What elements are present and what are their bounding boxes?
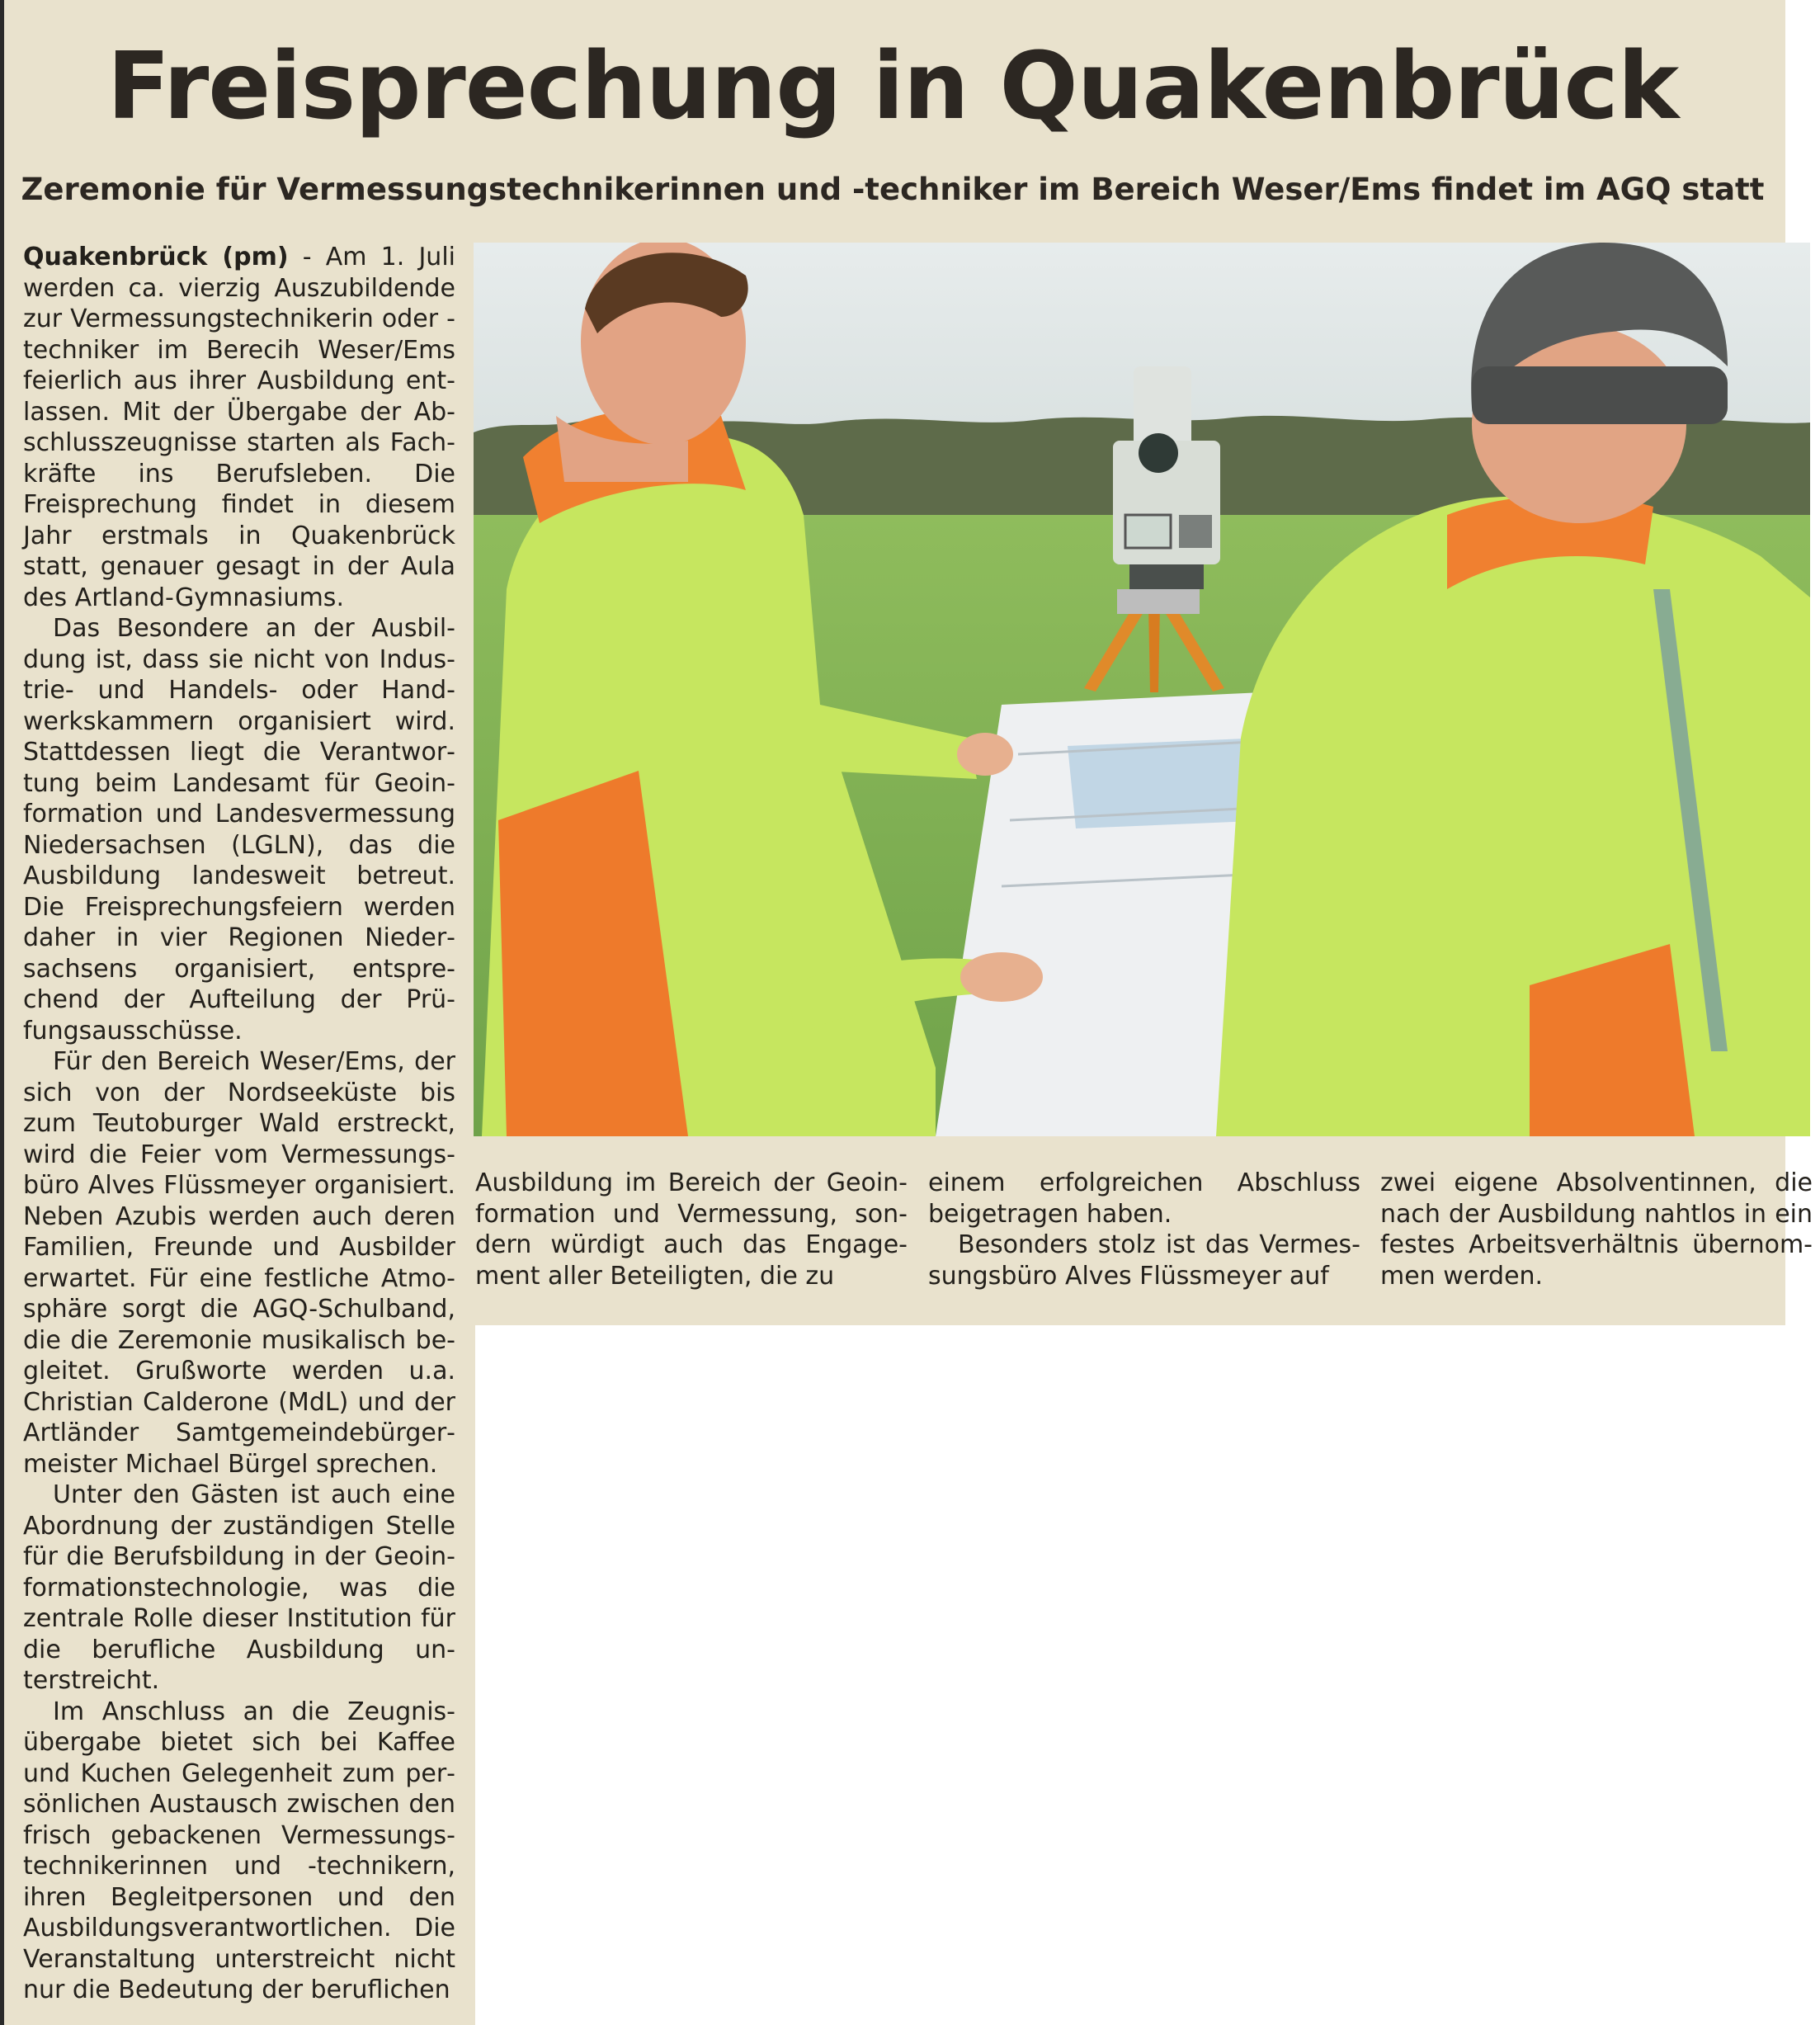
paragraph: Unter den Gästen ist auch eine Abordnung der zuständigen Stelle für die Berufsbildung in der Geoinformationstechnologie, was die zentrale Rolle dieser Institution für die berufliche Ausbildung unterstreicht. [23, 1480, 455, 1695]
article-column-2 [475, 1168, 908, 1291]
article-photo [474, 243, 1810, 1136]
subheadline: Zeremonie für Vermessungstechnikerinnen und -techniker im Bereich Weser/Ems findet im AGQ statt [21, 172, 1765, 207]
article-column-4 [1380, 1168, 1813, 1291]
paragraph: einem erfolgreichen Abschluss beigetragen haben. [928, 1168, 1360, 1229]
paragraph: zwei eigene Absolventinnen, die nach der Ausbildung nahtlos in ein festes Arbeitsverhältnis übernommen werden. [1380, 1168, 1813, 1291]
paragraph: Im Anschluss an die Zeugnisübergabe bietet sich bei Kaffee und Kuchen Gelegenheit zum persönlichen Austausch zwischen den frisch gebackenen Vermessungstechnikerinnen und -technikern, ihren Begleitpersonen und den Ausbildungsverantwortlichen. Die Veranstaltung unterstreicht nicht nur die Bedeutung der beruflichen [23, 1697, 455, 2004]
headline: Freisprechung in Quakenbrück [106, 33, 1679, 140]
article-column-3 [928, 1168, 1360, 1291]
paragraph: Ausbildung im Bereich der Geoinformation und Vermessung, sondern würdigt auch das Engagement aller Beteiligten, die zu [475, 1168, 908, 1291]
paragraph [23, 242, 455, 613]
scan-edge [0, 0, 4, 2025]
paragraph-text: - Am 1. Juli werden ca. vierzig Auszubildende zur Vermessungstechnikerin oder -techniker im Berecih Weser/Ems feierlich aus ihrer Ausbildung entlassen. Mit der Übergabe der Abschlusszeugnisse starten als Fachkräfte ins Berufsleben. Die Freisprechung findet in diesem Jahr erstmals in Quakenbrück statt, genauer gesagt in der Aula des Artland-Gymnasiums. [23, 243, 455, 612]
paragraph: Für den Bereich Weser/Ems, der sich von der Nordseeküste bis zum Teutoburger Wald erstreckt, wird die Feier vom Vermessungsbüro Alves Flüssmeyer organisiert. Neben Azubis werden auch deren Familien, Freunde und Ausbilder erwartet. Für eine festliche Atmosphäre sorgt die AGQ-Schulband, die die Zeremonie musikalisch begleitet. Grußworte werden u.a. Christian Calderone (MdL) und der Artländer Samtgemeindebürgermeister Michael Bürgel sprechen. [23, 1047, 455, 1479]
article-column-1 [23, 242, 455, 2006]
paragraph: Das Besondere an der Ausbildung ist, dass sie nicht von Industrie- und Handels- oder Handwerkskammern organisiert wird. Stattdessen liegt die Verantwortung beim Landesamt für Geoinformation und Landesvermessung Niedersachsen (LGLN), das die Ausbildung landesweit betreut. Die Freisprechungsfeiern werden daher in vier Regionen Niedersachsens organisiert, entsprechend der Aufteilung der Prüfungsausschüsse. [23, 614, 455, 1046]
paragraph: Besonders stolz ist das Vermessungsbüro Alves Flüssmeyer auf [928, 1230, 1360, 1291]
dateline: Quakenbrück (pm) [23, 243, 289, 271]
